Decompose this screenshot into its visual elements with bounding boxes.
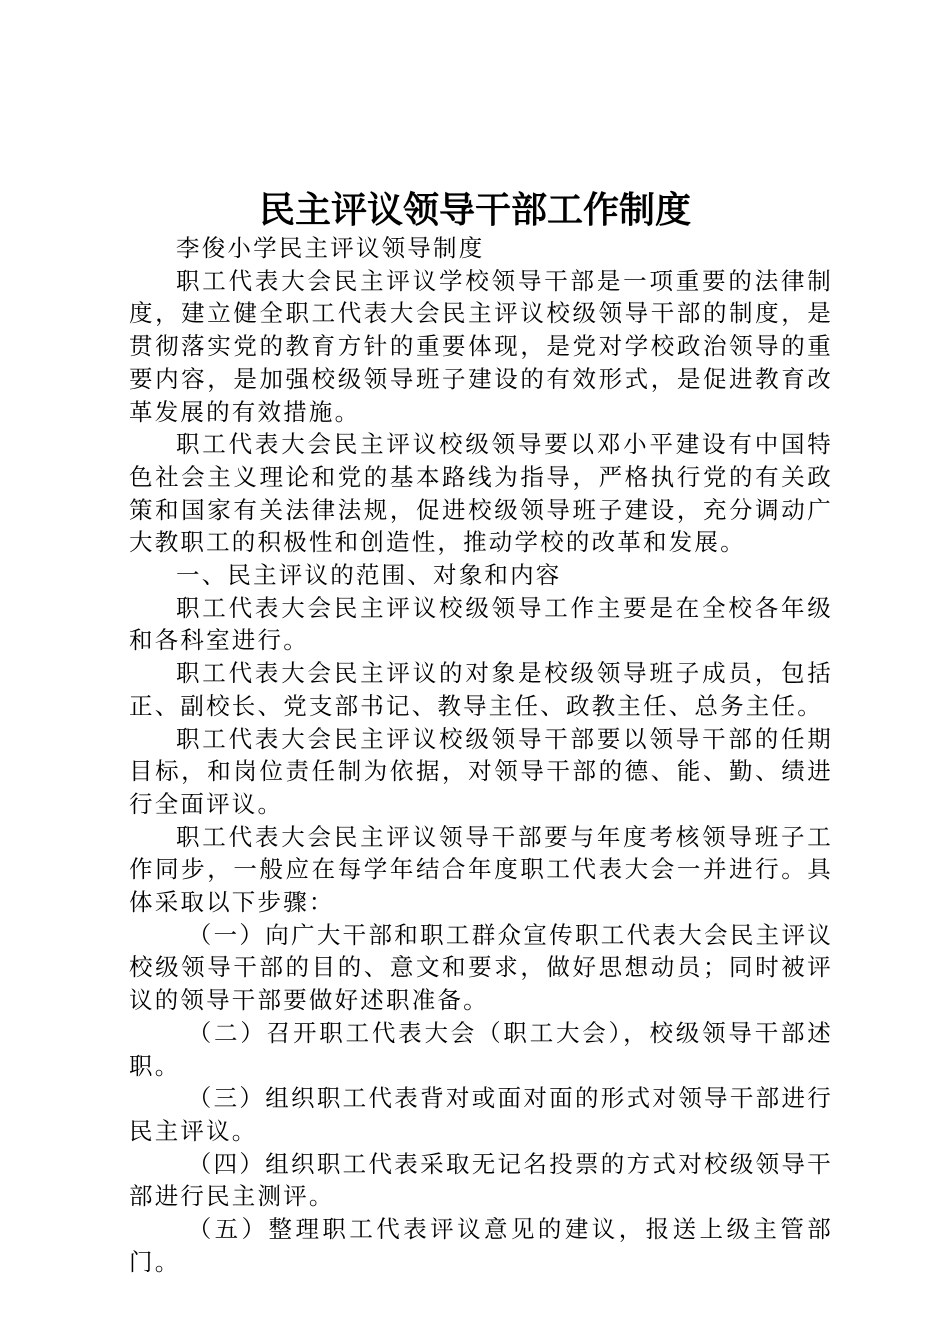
step-three: （三）组织职工代表背对或面对面的形式对领导干部进行民主评议。 xyxy=(129,1084,833,1145)
paragraph-intro: 职工代表大会民主评议学校领导干部是一项重要的法律制度，建立健全职工代表大会民主评议校级领导干部的制度，是贯彻落实党的教育方针的重要体现，是党对学校政治领导的重要内容，是加强校级领导班子建设的有效形式，是促进教育改革发展的有效措施。 xyxy=(129,266,833,426)
document-title: 民主评议领导干部工作制度 xyxy=(258,189,691,231)
document-body xyxy=(129,232,833,1279)
paragraph-procedure: 职工代表大会民主评议领导干部要与年度考核领导班子工作同步，一般应在每学年结合年度职工代表大会一并进行。具体采取以下步骤： xyxy=(129,822,833,917)
step-five: （五）整理职工代表评议意见的建议，报送上级主管部门。 xyxy=(129,1215,833,1276)
section-heading-scope: 一、民主评议的范围、对象和内容 xyxy=(176,561,562,590)
school-name-line: 李俊小学民主评议领导制度 xyxy=(176,234,485,262)
step-one: （一）向广大干部和职工群众宣传职工代表大会民主评议校级领导干部的目的、意文和要求，做好思想动员；同时被评议的领导干部要做好述职准备。 xyxy=(129,920,833,1015)
paragraph-guiding-principle: 职工代表大会民主评议校级领导要以邓小平建设有中国特色社会主义理论和党的基本路线为指导，严格执行党的有关政策和国家有关法律法规，促进校级领导班子建设，充分调动广大教职工的积极性和创造性，推动学校的改革和发展。 xyxy=(129,430,833,557)
paragraph-scope: 职工代表大会民主评议校级领导工作主要是在全校各年级和各科室进行。 xyxy=(129,593,833,655)
step-four: （四）组织职工代表采取无记名投票的方式对校级领导干部进行民主测评。 xyxy=(129,1149,833,1211)
paragraph-targets: 职工代表大会民主评议的对象是校级领导班子成员，包括正、副校长、党支部书记、教导主任、政教主任、总务主任。 xyxy=(129,659,833,720)
paragraph-content: 职工代表大会民主评议校级领导干部要以领导干部的任期目标，和岗位责任制为依据，对领导干部的德、能、勤、绩进行全面评议。 xyxy=(129,724,833,818)
step-two: （二）召开职工代表大会（职工大会），校级领导干部述职。 xyxy=(129,1018,833,1080)
